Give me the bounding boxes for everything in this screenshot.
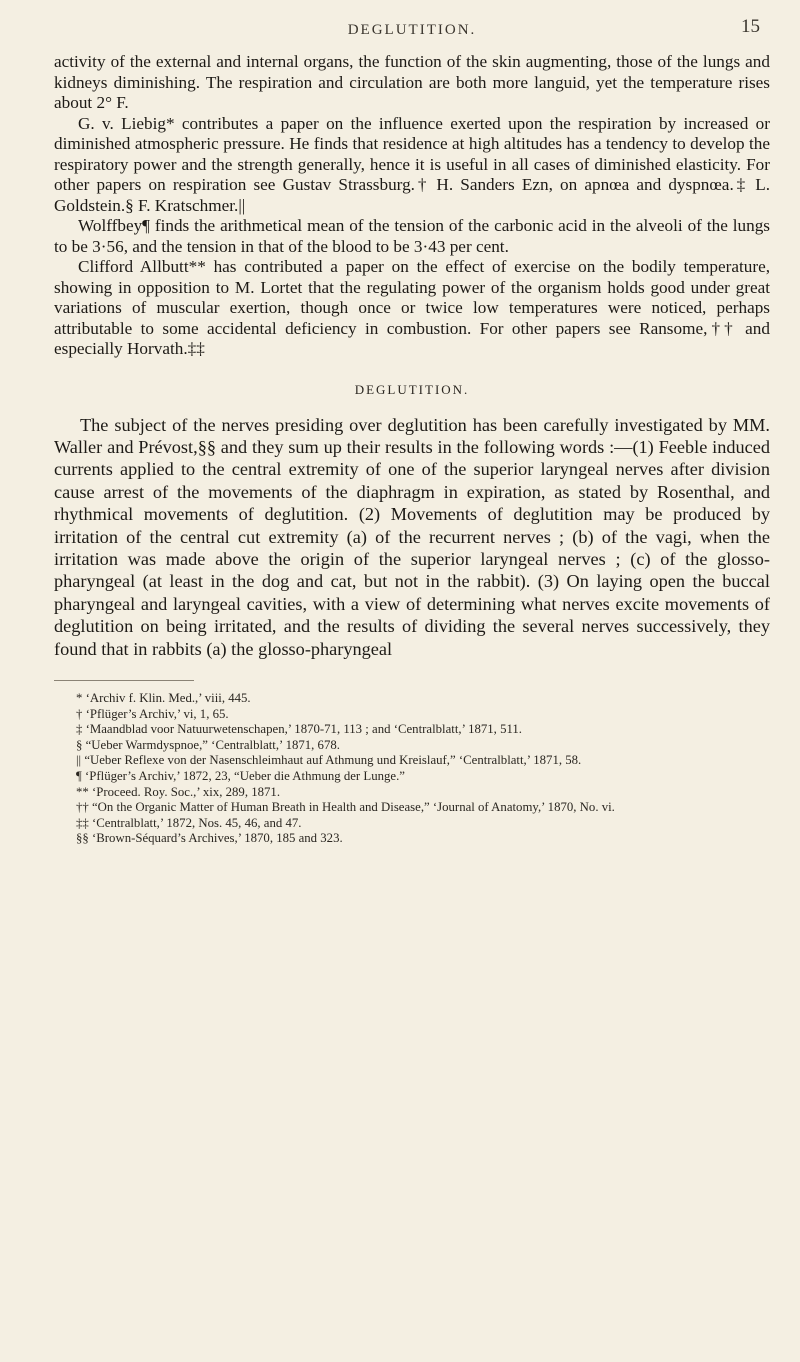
footnote-divider <box>54 680 194 681</box>
paragraph-liebig: G. v. Liebig* contributes a paper on the influence exerted upon the respiration by increased or diminished atmospheric pressure. He finds that residence at high altitudes has a tendency to develop the respiratory power and the strength generally, hence it is useful in all cases of diminished elasticity. For other papers on respiration see Gustav Strassburg.† H. Sanders Ezn, on apnœa and dyspnœa.‡ L. Goldstein.§ F. Kratschmer.|| <box>54 113 770 215</box>
footnote: ¶ ‘Pflüger’s Archiv,’ 1872, 23, “Ueber die Athmung der Lunge.” <box>76 768 405 783</box>
footnote: ‡‡ ‘Centralblatt,’ 1872, Nos. 45, 46, and 47. <box>76 815 302 830</box>
footnote: † ‘Pflüger’s Archiv,’ vi, 1, 65. <box>76 706 229 721</box>
page-number: 15 <box>741 16 760 37</box>
running-title: DEGLUTITION. <box>347 22 477 38</box>
footnotes <box>54 691 770 847</box>
section-body <box>54 414 770 660</box>
footnote: * ‘Archiv f. Klin. Med.,’ viii, 445. <box>76 690 251 705</box>
footnote: ** ‘Proceed. Roy. Soc.,’ xix, 289, 1871. <box>76 784 281 799</box>
body-text <box>54 52 770 360</box>
footnote: || “Ueber Reflexe von der Nasenschleimhaut auf Athmung und Kreislauf,” ‘Centralblatt,’ 1871, 58. <box>76 753 582 768</box>
section-heading: DEGLUTITION. <box>354 381 470 397</box>
paragraph-continuation: activity of the external and internal organs, the function of the skin augmenting, those of the lungs and kidneys diminishing. The respiration and circulation are both more languid, yet the temperature rises about 2° F. <box>54 52 770 112</box>
paragraph-allbutt: Clifford Allbutt** has contributed a paper on the effect of exercise on the bodily temperature, showing in opposition to M. Lortet that the regulating power of the organism holds good under great variations of muscular exertion, though once or twice low temperatures were noticed, perhaps attributable to some accidental deficiency in combustion. For other papers see Ransome,†† and especially Horvath.‡‡ <box>54 257 770 358</box>
footnote: †† “On the Organic Matter of Human Breath in Health and Disease,” ‘Journal of Anatomy,’ 1870, No. vi. <box>76 800 615 815</box>
footnote: §§ ‘Brown-Séquard’s Archives,’ 1870, 185 and 323. <box>76 831 343 846</box>
running-header <box>54 0 770 52</box>
paragraph-wolffbey: Wolffbey¶ finds the arithmetical mean of the tension of the carbonic acid in the alveoli of the lungs to be 3·56, and the tension in that of the blood to be 3·43 per cent. <box>54 216 770 256</box>
footnote: § “Ueber Warmdyspnoe,” ‘Centralblatt,’ 1871, 678. <box>76 737 340 752</box>
paragraph-deglutition: The subject of the nerves presiding over deglutition has been carefully investigated by MM. Waller and Prévost,§§ and they sum up their results in the following words :—(1) Feeble induced currents applied to the central extremity of one of the superior laryngeal nerves after division cause arrest of the movements of the diaphragm in expiration, as stated by Rosenthal, and rhythmical movements of deglutition. (2) Movements of deglutition may be produced by irritation of the central cut extremity (a) of the recurrent nerves ; (b) of the vagi, when the irritation was made above the origin of the superior laryngeal nerves ; (c) of the glosso-pharyngeal (at least in the dog and cat, but not in the rabbit). (3) On laying open the buccal pharyngeal and laryngeal cavities, with a view of determining what nerves excite movements of deglutition on being irritated, and the results of dividing the several nerves successively, they found that in rabbits (a) the glosso-pharyngeal <box>54 414 770 659</box>
footnote: ‡ ‘Maandblad voor Natuurwetenschapen,’ 1870-71, 113 ; and ‘Centralblatt,’ 1871, 511. <box>76 722 522 737</box>
